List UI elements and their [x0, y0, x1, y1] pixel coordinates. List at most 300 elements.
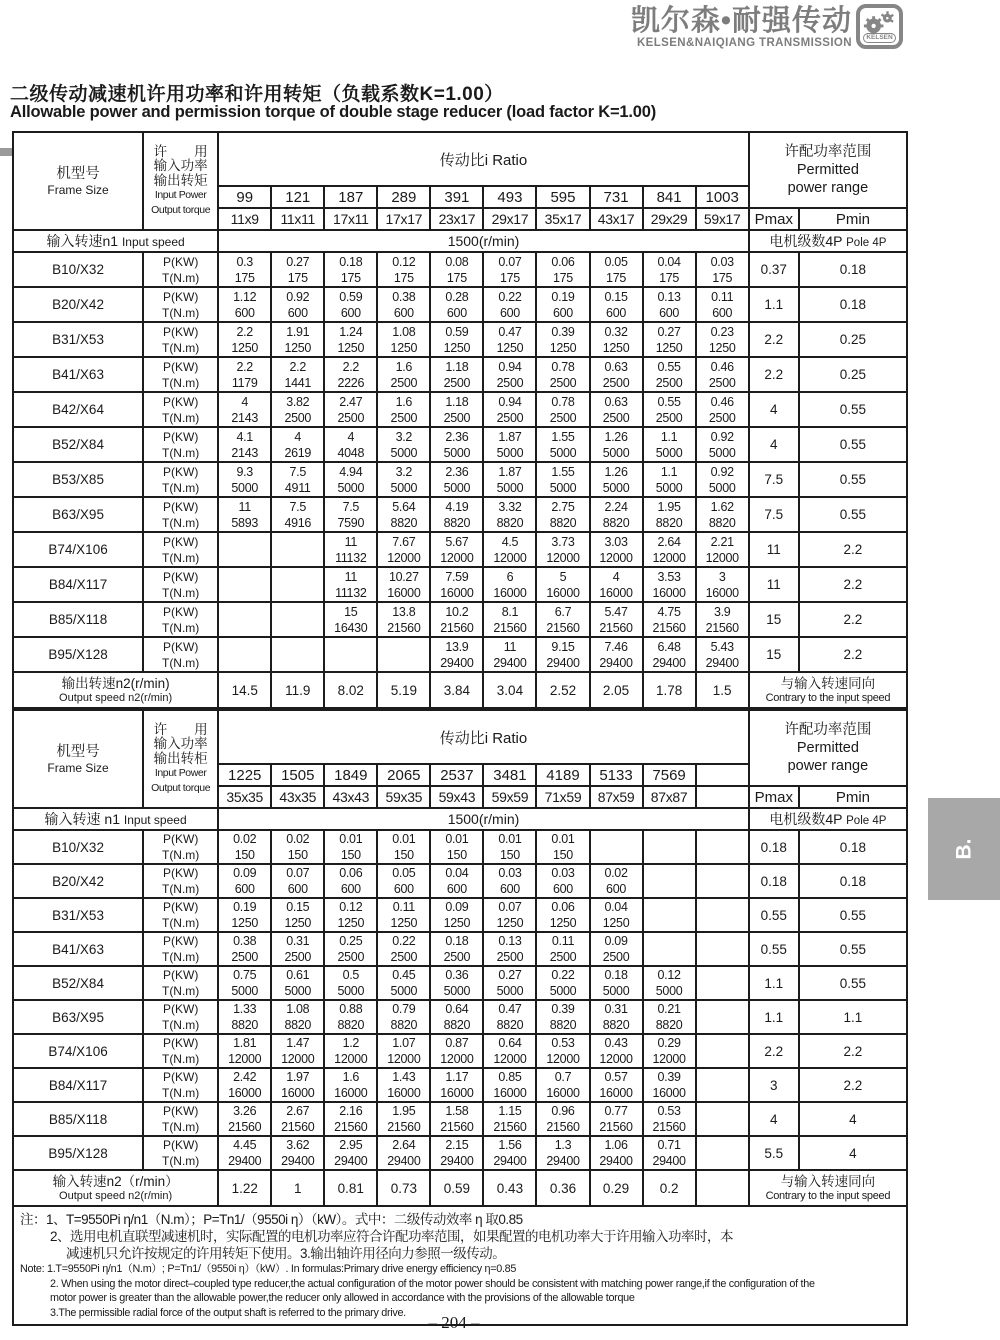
torque-value: 600 — [340, 305, 361, 320]
pole-label-en: Pole 4P — [846, 237, 887, 249]
power-value: 0.64 — [498, 1036, 522, 1050]
unit-cell — [143, 357, 218, 392]
power-value: 0.78 — [551, 394, 575, 409]
pt-value-cell — [696, 602, 749, 637]
pt-value-cell — [483, 932, 536, 966]
power-value: 0.27 — [657, 324, 681, 339]
pt-value-cell — [377, 637, 430, 672]
pt-value-cell — [218, 252, 271, 287]
pmin-value: 0.55 — [799, 392, 907, 427]
table-row — [13, 287, 907, 322]
sub-ratio-value: 43x43 — [324, 786, 377, 808]
model-cell: B95/X128 — [13, 637, 143, 672]
power-value: 3.62 — [286, 1138, 310, 1152]
sub-ratio-value: 23x17 — [430, 208, 483, 230]
pt-value-cell — [430, 1068, 483, 1102]
torque-value: 150 — [553, 848, 573, 862]
torque-value — [645, 949, 694, 965]
allow-line: 输入功率 — [153, 736, 208, 752]
pt-value-cell — [324, 462, 377, 497]
torque-value: 21560 — [228, 1120, 262, 1134]
p-unit-label: P(KW) — [162, 604, 199, 619]
power-value — [698, 1137, 747, 1153]
output-speed-value: 0.73 — [377, 1170, 430, 1206]
pt-value-cell — [377, 864, 430, 898]
torque-value: 1250 — [549, 916, 577, 930]
power-value: 3.53 — [657, 569, 681, 584]
t-unit-label: T(N.m) — [161, 375, 200, 390]
torque-value: 2500 — [496, 410, 524, 425]
torque-value: 12000 — [599, 1052, 633, 1066]
power-value: 1.6 — [395, 394, 413, 409]
torque-value: 175 — [393, 270, 414, 285]
pt-value-cell — [377, 252, 430, 287]
torque-value: 150 — [234, 848, 255, 862]
torque-value: 16000 — [440, 1086, 474, 1100]
power-value: 5.64 — [392, 499, 416, 514]
torque-value: 21560 — [546, 620, 580, 635]
pmax-value: 7.5 — [749, 462, 799, 497]
power-value: 1.56 — [498, 1138, 522, 1152]
power-value: 0.75 — [233, 968, 257, 982]
pt-value-cell — [271, 567, 324, 602]
power-value: 1.58 — [445, 1104, 469, 1118]
torque-value: 5000 — [443, 984, 471, 998]
t-unit-label: T(N.m) — [161, 882, 200, 896]
torque-value: 2500 — [443, 410, 471, 425]
model-cell: B85/X118 — [13, 1102, 143, 1136]
pt-value-cell — [643, 637, 696, 672]
company-logo — [856, 4, 903, 49]
pmin-value: 2.2 — [799, 602, 907, 637]
pmin-value: 0.55 — [799, 932, 907, 966]
t-unit-label: T(N.m) — [161, 410, 200, 425]
sub-ratio-value: 59x35 — [377, 786, 430, 808]
power-value: 0.01 — [498, 832, 522, 846]
power-value: 11 — [344, 569, 357, 584]
power-value: 0.06 — [551, 900, 575, 914]
torque-value: 600 — [553, 305, 573, 320]
output-speed-label-cn: 输出转速n2(r/min) — [61, 675, 170, 691]
power-value: 0.22 — [498, 289, 522, 304]
permitted-label-en: Permitted — [796, 740, 859, 756]
pt-value-cell — [696, 392, 749, 427]
pt-value-cell — [324, 932, 377, 966]
pt-value-cell — [483, 864, 536, 898]
torque-value: 5000 — [708, 480, 736, 495]
t-unit-label: T(N.m) — [161, 1086, 200, 1100]
allow-line: 输出转柜 — [153, 750, 208, 766]
torque-value: 5000 — [549, 984, 577, 998]
torque-value: 150 — [287, 848, 308, 862]
torque-value: 175 — [499, 270, 520, 285]
pmax-value: 1.1 — [749, 966, 799, 1000]
pt-value-cell — [643, 1000, 696, 1034]
pmax-value: 2.2 — [749, 357, 799, 392]
pt-value-cell — [377, 830, 430, 864]
torque-value: 2500 — [602, 375, 630, 390]
pt-value-cell — [377, 532, 430, 567]
sub-ratio-value: 43x17 — [590, 208, 643, 230]
torque-value: 5000 — [231, 480, 259, 495]
table-row — [13, 932, 907, 966]
power-value: 0.45 — [392, 968, 416, 982]
model-cell: B41/X63 — [13, 357, 143, 392]
t-unit-label: T(N.m) — [161, 848, 200, 862]
pmin-value: 0.18 — [799, 252, 907, 287]
pt-value-cell — [696, 287, 749, 322]
pmin-value: 0.55 — [799, 966, 907, 1000]
pmin-value: 0.18 — [799, 830, 907, 864]
power-value: 7.5 — [289, 464, 306, 479]
ratio-value: 187 — [324, 186, 377, 208]
pmin-value: 4 — [799, 1102, 907, 1136]
pt-value-cell — [590, 1102, 643, 1136]
pt-value-cell — [324, 966, 377, 1000]
torque-value: 8820 — [443, 1018, 471, 1032]
pmin-value: 0.18 — [799, 864, 907, 898]
torque-value: 7590 — [337, 515, 365, 530]
direction-note — [749, 1170, 907, 1206]
table-row — [13, 1136, 907, 1170]
torque-value: 2500 — [549, 375, 577, 390]
power-value: 3.73 — [551, 534, 575, 549]
pt-value-cell — [643, 462, 696, 497]
torque-value: 12000 — [493, 550, 527, 565]
torque-value: 1250 — [708, 340, 736, 355]
output-speed-value: 0.2 — [643, 1170, 696, 1206]
power-value: 0.19 — [233, 900, 257, 914]
motor-pole-label — [749, 230, 907, 252]
torque-value: 21560 — [652, 620, 686, 635]
page-number: – 204 – — [428, 1313, 480, 1332]
power-value: 0.47 — [498, 324, 522, 339]
pt-value-cell — [324, 1136, 377, 1170]
pmax-value: 0.18 — [749, 830, 799, 864]
power-value: 2.42 — [233, 1070, 257, 1084]
pmin-value: 2.2 — [799, 1068, 907, 1102]
torque-value: 8820 — [496, 1018, 524, 1032]
power-value — [273, 604, 322, 620]
model-cell: B20/X42 — [13, 864, 143, 898]
power-value: 1.12 — [233, 289, 257, 304]
output-speed-value: 0.29 — [590, 1170, 643, 1206]
logo-text: KELSEN — [863, 33, 896, 43]
input-speed-value: 1500(r/min) — [218, 808, 749, 830]
note-line: 2. When using the motor direct–coupled type reducer,the actual configuration of the motor power should be consistent with matching power range,if the configuration of the — [50, 1277, 815, 1290]
direction-note — [749, 672, 907, 708]
power-value: 0.04 — [604, 900, 628, 914]
power-value: 0.96 — [551, 1104, 575, 1118]
power-value: 2.36 — [445, 429, 469, 444]
power-value — [379, 639, 428, 655]
torque-value: 5000 — [602, 984, 630, 998]
t-unit-label: T(N.m) — [161, 305, 200, 320]
pt-value-cell — [483, 287, 536, 322]
pt-value-cell — [590, 252, 643, 287]
torque-value: 1250 — [496, 916, 524, 930]
pt-value-cell — [218, 497, 271, 532]
pt-value-cell — [483, 532, 536, 567]
pt-value-cell — [536, 287, 589, 322]
torque-value: 5000 — [390, 984, 418, 998]
power-value: 4.1 — [236, 429, 253, 444]
pt-value-cell — [696, 567, 749, 602]
torque-value: 1250 — [231, 916, 259, 930]
t-unit-label: T(N.m) — [161, 1052, 200, 1066]
torque-value: 2500 — [708, 375, 736, 390]
pt-value-cell — [696, 1102, 749, 1136]
permitted-label-cn: 许配功率范围 — [784, 722, 872, 738]
pt-value-cell — [536, 864, 589, 898]
pt-value-cell — [696, 1136, 749, 1170]
torque-value: 8820 — [390, 1018, 418, 1032]
model-cell: B52/X84 — [13, 427, 143, 462]
pmin-value: 0.18 — [799, 287, 907, 322]
power-value: 4.75 — [657, 604, 681, 619]
pt-value-cell — [696, 462, 749, 497]
power-value: 0.09 — [445, 900, 469, 914]
pmin-header: Pmin — [799, 786, 907, 808]
power-value: 0.04 — [657, 254, 681, 269]
pt-value-cell — [536, 567, 589, 602]
power-value — [273, 639, 322, 655]
torque-value: 1441 — [284, 375, 312, 390]
note-line: 2、选用电机直联型减速机时，实际配置的电机功率应符合许配功率范围，如果配置的电机功率大于许用输入功率时，本 — [50, 1229, 734, 1244]
torque-value: 175 — [606, 270, 627, 285]
torque-value — [220, 585, 269, 601]
torque-value: 150 — [446, 848, 467, 862]
pt-value-cell — [377, 1068, 430, 1102]
power-value — [273, 534, 322, 550]
torque-value: 150 — [499, 848, 520, 862]
output-speed-label — [13, 1170, 218, 1206]
frame-size-label-cn: 机型号 — [56, 166, 100, 182]
power-value: 2.95 — [339, 1138, 363, 1152]
p-unit-label: P(KW) — [162, 1138, 199, 1152]
torque-value: 16000 — [387, 1086, 421, 1100]
pt-value-cell — [483, 602, 536, 637]
pt-value-cell — [218, 1034, 271, 1068]
torque-value: 21560 — [493, 1120, 527, 1134]
torque-value: 8820 — [337, 1018, 365, 1032]
power-value: 0.28 — [445, 289, 469, 304]
pt-value-cell — [271, 392, 324, 427]
power-value — [220, 604, 269, 620]
unit-cell — [143, 462, 218, 497]
torque-value: 29400 — [334, 1154, 368, 1168]
torque-value: 12000 — [334, 1052, 368, 1066]
frame-size-label-en: Frame Size — [47, 761, 109, 775]
torque-value: 5000 — [337, 480, 365, 495]
frame-size-header — [13, 132, 143, 230]
power-value: 0.61 — [286, 968, 310, 982]
power-value — [592, 831, 641, 847]
torque-value: 5000 — [390, 445, 418, 460]
output-speed-value: 3.84 — [430, 672, 483, 708]
torque-value: 600 — [446, 882, 467, 896]
power-value: 0.25 — [339, 934, 363, 948]
p-unit-label: P(KW) — [162, 1002, 199, 1016]
torque-value: 12000 — [546, 550, 580, 565]
torque-value: 5000 — [708, 445, 736, 460]
output-speed-value: 1.78 — [643, 672, 696, 708]
pt-value-cell — [324, 392, 377, 427]
allow-line: 输出转矩 — [153, 172, 208, 188]
torque-value: 2143 — [231, 445, 259, 460]
section-tab — [928, 798, 1000, 900]
pt-value-cell — [483, 1000, 536, 1034]
torque-value: 4916 — [284, 515, 312, 530]
input-speed-label — [13, 808, 218, 830]
power-value: 0.07 — [498, 900, 522, 914]
torque-value: 8820 — [496, 515, 524, 530]
t-unit-label: T(N.m) — [161, 620, 200, 635]
table-row — [13, 252, 907, 287]
pt-value-cell — [590, 1034, 643, 1068]
power-value: 11 — [344, 534, 357, 549]
t-unit-label: T(N.m) — [161, 1120, 200, 1134]
pt-value-cell — [643, 1136, 696, 1170]
power-torque-table-1 — [12, 131, 908, 709]
torque-value — [220, 550, 269, 566]
torque-value: 8820 — [549, 515, 577, 530]
torque-value: 8820 — [231, 1018, 259, 1032]
pt-value-cell — [643, 898, 696, 932]
pt-value-cell — [590, 966, 643, 1000]
table-row — [13, 1102, 907, 1136]
torque-value — [698, 1119, 747, 1135]
torque-value: 29400 — [281, 1154, 315, 1168]
power-value: 0.85 — [498, 1070, 522, 1084]
torque-value: 600 — [606, 882, 627, 896]
pt-value-cell — [643, 830, 696, 864]
torque-value: 2500 — [496, 375, 524, 390]
pt-value-cell — [377, 287, 430, 322]
t-unit-label: T(N.m) — [161, 445, 200, 460]
power-value: 0.15 — [604, 289, 628, 304]
pt-value-cell — [590, 637, 643, 672]
pt-value-cell — [696, 1000, 749, 1034]
power-value: 2.64 — [392, 1138, 416, 1152]
torque-value — [645, 881, 694, 897]
pt-value-cell — [483, 966, 536, 1000]
output-speed-value: 1.22 — [218, 1170, 271, 1206]
torque-value: 16000 — [387, 585, 421, 600]
note-line: Note: 1.T=9550Pi η/n1（N.m）; P=Tn1/（9550i η）（kW）. In formulas:Primary drive energy efficiency η=0.85 — [20, 1263, 517, 1275]
power-value: 0.12 — [339, 900, 363, 914]
power-value: 0.01 — [551, 832, 575, 846]
power-value — [273, 569, 322, 585]
pt-value-cell — [483, 1034, 536, 1068]
torque-value: 12000 — [440, 1052, 474, 1066]
power-value: 3.32 — [498, 499, 522, 514]
torque-value: 29400 — [493, 1154, 527, 1168]
unit-cell — [143, 864, 218, 898]
permitted-label-en: Permitted — [796, 162, 859, 178]
pt-value-cell — [218, 427, 271, 462]
pmax-value: 3 — [749, 1068, 799, 1102]
power-value: 2.21 — [710, 534, 734, 549]
pt-value-cell — [590, 830, 643, 864]
torque-value: 12000 — [387, 550, 421, 565]
power-value: 2.2 — [236, 324, 253, 339]
pmax-value: 1.1 — [749, 287, 799, 322]
pt-value-cell — [377, 462, 430, 497]
ratio-value: 289 — [377, 186, 430, 208]
allow-line: 许 用 — [153, 143, 208, 159]
notes-box — [12, 1205, 908, 1326]
pt-value-cell — [324, 532, 377, 567]
unit-cell — [143, 932, 218, 966]
torque-value: 2500 — [390, 410, 418, 425]
power-value: 1.97 — [286, 1070, 310, 1084]
output-speed-value: 1 — [271, 1170, 324, 1206]
power-value: 1.17 — [445, 1070, 469, 1084]
unit-cell — [143, 898, 218, 932]
torque-value: 29400 — [599, 655, 633, 670]
torque-value: 600 — [499, 305, 520, 320]
pt-value-cell — [377, 1034, 430, 1068]
pt-value-cell — [430, 830, 483, 864]
power-value: 5.47 — [604, 604, 628, 619]
pt-value-cell — [536, 932, 589, 966]
power-value: 7.5 — [289, 499, 306, 514]
ratio-value: 493 — [483, 186, 536, 208]
torque-value: 16000 — [493, 1086, 527, 1100]
ratio-value: 1003 — [696, 186, 749, 208]
pt-value-cell — [643, 1102, 696, 1136]
pmin-value: 0.55 — [799, 427, 907, 462]
power-value: 1.33 — [233, 1002, 257, 1016]
pt-value-cell — [430, 567, 483, 602]
power-value: 3.03 — [604, 534, 628, 549]
torque-value: 2500 — [655, 375, 683, 390]
torque-value: 21560 — [546, 1120, 580, 1134]
direction-note-en: Contrary to the input speed — [765, 1189, 891, 1202]
torque-value: 21560 — [281, 1120, 315, 1134]
pmax-value: 15 — [749, 637, 799, 672]
pt-value-cell — [536, 357, 589, 392]
pt-value-cell — [271, 830, 324, 864]
pt-value-cell — [218, 322, 271, 357]
sub-ratio-value: 17x17 — [377, 208, 430, 230]
pt-value-cell — [218, 392, 271, 427]
pt-value-cell — [271, 1068, 324, 1102]
output-speed-label — [13, 672, 218, 708]
power-value: 0.11 — [711, 289, 734, 304]
motor-pole-label — [749, 808, 907, 830]
unit-cell — [143, 637, 218, 672]
torque-value: 16000 — [281, 1086, 315, 1100]
pmax-value: 0.18 — [749, 864, 799, 898]
pt-value-cell — [271, 602, 324, 637]
brand-block — [631, 6, 852, 49]
power-value — [698, 1103, 747, 1119]
pmin-value: 2.2 — [799, 637, 907, 672]
pt-value-cell — [377, 322, 430, 357]
torque-value: 2500 — [390, 950, 418, 964]
torque-value: 600 — [234, 305, 255, 320]
power-value: 0.08 — [445, 254, 469, 269]
pt-value-cell — [218, 357, 271, 392]
input-speed-label-en: Input speed — [123, 813, 187, 827]
torque-value — [698, 949, 747, 965]
power-value: 0.55 — [657, 394, 681, 409]
torque-value: 175 — [287, 270, 308, 285]
power-value: 7.59 — [445, 569, 469, 584]
power-value: 0.39 — [551, 1002, 575, 1016]
